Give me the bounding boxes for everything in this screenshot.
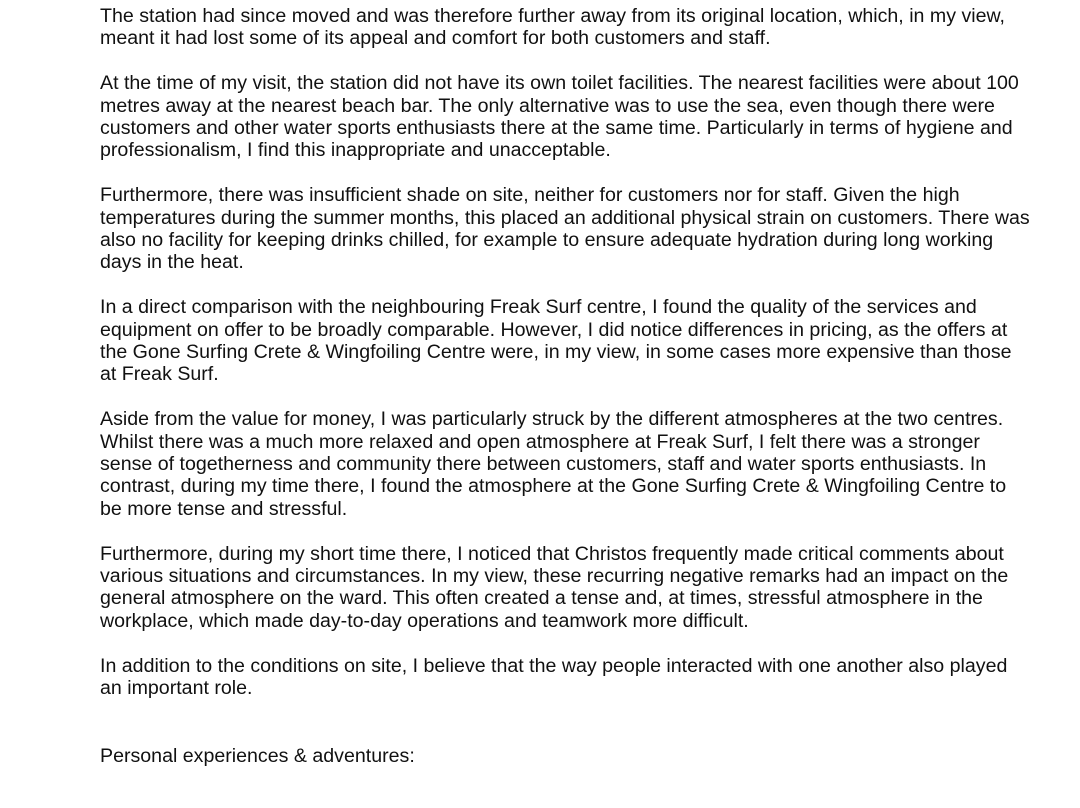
paragraph-station-location: The station had since moved and was therefore further away from its original location, which, in my view, meant it had lost some of its appeal and comfort for both customers and staff. (100, 5, 1006, 50)
section-heading: Personal experiences & adventures: (100, 744, 415, 767)
paragraph-comparison: In a direct comparison with the neighbouring Freak Surf centre, I found the quality of the services and equipment on offer to be broadly comparable. However, I did notice differences in pricing, as the offers at the Gone Surfing Crete & Wingfoiling Centre were, in my view, in some cases more expensive than those at Freak Surf. (100, 296, 1012, 386)
document-body (100, 5, 1030, 767)
paragraph-critical-comments: Furthermore, during my short time there, I noticed that Christos frequently made critical comments about various situations and circumstances. In my view, these recurring negative remarks had an impact on the general atmosphere on the ward. This often created a tense and, at times, stressful atmosphere in the workplace, which made day-to-day operations and teamwork more difficult. (100, 542, 1009, 632)
paragraph-interaction: In addition to the conditions on site, I believe that the way people interacted with one another also played an important role. (100, 654, 1008, 700)
paragraph-toilet-facilities: At the time of my visit, the station did not have its own toilet facilities. The nearest facilities were about 100 metres away at the nearest beach bar. The only alternative was to use the sea, even though there were customers and other water sports enthusiasts there at the same time. Particularly in terms of hygiene and professionalism, I find this inappropriate and unacceptable. (100, 72, 1019, 162)
paragraph-shade: Furthermore, there was insufficient shade on site, neither for customers nor for staff. Given the high temperatures during the summer months, this placed an additional physical strain on customers. There was also no facility for keeping drinks chilled, for example to ensure adequate hydration during long working days in the heat. (100, 184, 1030, 274)
paragraph-atmosphere: Aside from the value for money, I was particularly struck by the different atmospheres at the two centres. Whilst there was a much more relaxed and open atmosphere at Freak Surf, I felt there was a stronger sense of togetherness and community there between customers, staff and water sports enthusiasts. In contrast, during my time there, I found the atmosphere at the Gone Surfing Crete & Wingfoiling Centre to be more tense and stressful. (100, 408, 1007, 520)
